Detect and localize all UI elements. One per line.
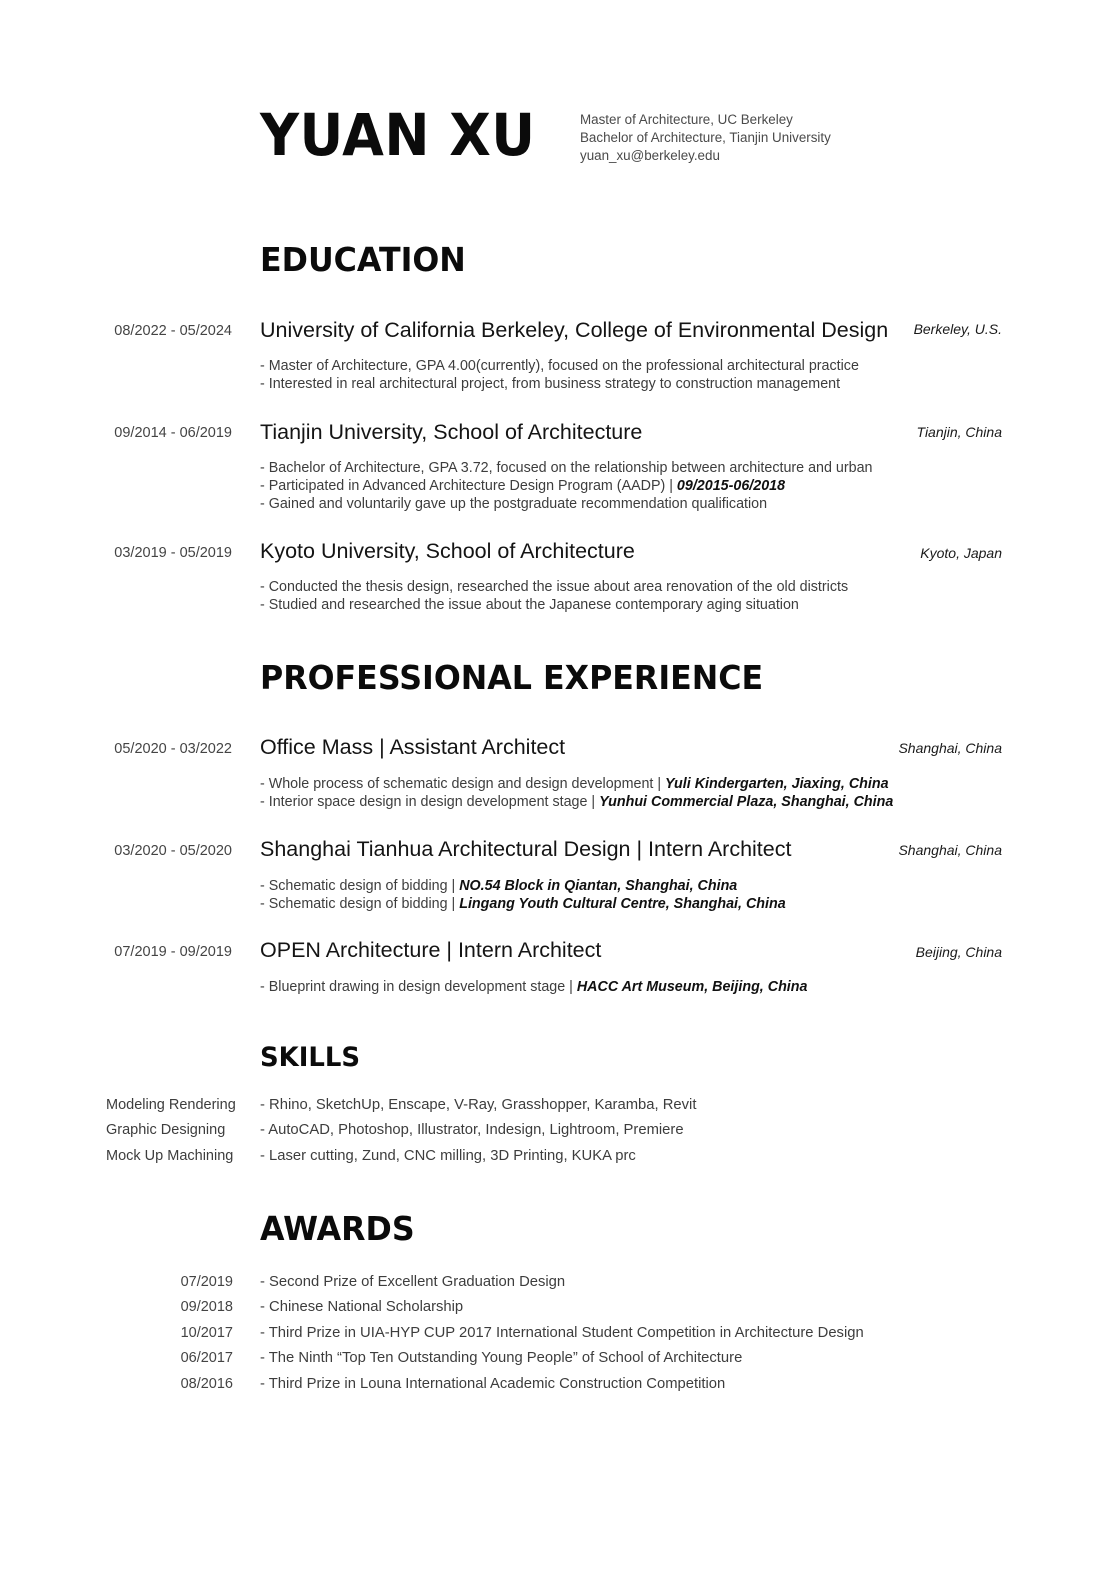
resume-name: YUAN XU <box>260 101 536 169</box>
skill-value: - Rhino, SketchUp, Enscape, V-Ray, Grasshopper, Karamba, Revit <box>260 1097 697 1113</box>
bullet-line: - Bachelor of Architecture, GPA 3.72, focused on the relationship between architecture and urban <box>260 460 873 476</box>
entry-title: Kyoto University, School of Architecture <box>260 539 635 563</box>
entry-bullets <box>260 578 848 614</box>
entry-bullets <box>260 775 893 811</box>
skill-label: Graphic Designing <box>106 1122 226 1138</box>
entry-title: OPEN Architecture | Intern Architect <box>260 938 602 962</box>
bullet-line: - Gained and voluntarily gave up the postgraduate recommendation qualification <box>260 496 768 512</box>
entry-title: Office Mass | Assistant Architect <box>260 735 566 759</box>
bullet-line: - Interior space design in design development stage | Yunhui Commercial Plaza, Shanghai, China <box>260 794 894 810</box>
section-title-experience: PROFESSIONAL EXPERIENCE <box>260 658 764 697</box>
section-title-education: EDUCATION <box>260 240 466 279</box>
entry-location: Berkeley, U.S. <box>913 321 1002 337</box>
entry-bullets <box>260 877 786 913</box>
bullet-line: - Whole process of schematic design and design development | Yuli Kindergarten, Jiaxing, China <box>260 776 889 792</box>
bullet-line: - Participated in Advanced Architecture Design Program (AADP) | 09/2015-06/2018 <box>260 478 786 494</box>
bullet-line: - Master of Architecture, GPA 4.00(currently), focused on the professional architectural practice <box>260 358 859 374</box>
entry-dates: 05/2020 - 03/2022 <box>114 741 232 757</box>
award-date: 09/2018 <box>180 1299 233 1315</box>
contact-degree-bachelor: Bachelor of Architecture, Tianjin University <box>580 130 831 145</box>
entry-bullets <box>260 357 859 393</box>
award-date: 08/2016 <box>180 1376 233 1392</box>
skill-value: - AutoCAD, Photoshop, Illustrator, Indesign, Lightroom, Premiere <box>260 1122 684 1138</box>
award-date: 10/2017 <box>180 1325 233 1341</box>
bullet-line: - Blueprint drawing in design development stage | HACC Art Museum, Beijing, China <box>260 979 808 995</box>
skill-label: Modeling Rendering <box>106 1097 236 1113</box>
award-text: - Third Prize in UIA-HYP CUP 2017 International Student Competition in Architecture Design <box>260 1325 864 1341</box>
entry-dates: 03/2020 - 05/2020 <box>114 843 232 859</box>
skill-label: Mock Up Machining <box>106 1148 234 1164</box>
entry-dates: 09/2014 - 06/2019 <box>114 425 232 441</box>
bullet-line: - Conducted the thesis design, researched the issue about area renovation of the old districts <box>260 579 849 595</box>
entry-dates: 03/2019 - 05/2019 <box>114 545 232 561</box>
award-text: - Chinese National Scholarship <box>260 1299 464 1315</box>
award-date: 07/2019 <box>180 1274 233 1290</box>
entry-location: Beijing, China <box>915 944 1002 960</box>
award-date: 06/2017 <box>180 1350 233 1366</box>
section-title-skills: SKILLS <box>260 1042 361 1073</box>
entry-location: Tianjin, China <box>916 424 1002 440</box>
contact-degree-master: Master of Architecture, UC Berkeley <box>580 112 793 127</box>
entry-location: Shanghai, China <box>898 842 1002 858</box>
contact-email: yuan_xu@berkeley.edu <box>580 148 720 163</box>
entry-dates: 07/2019 - 09/2019 <box>114 944 232 960</box>
entry-location: Kyoto, Japan <box>920 545 1002 561</box>
award-text: - The Ninth “Top Ten Outstanding Young People” of School of Architecture <box>260 1350 743 1366</box>
bullet-line: - Studied and researched the issue about the Japanese contemporary aging situation <box>260 597 799 613</box>
bullet-line: - Interested in real architectural project, from business strategy to construction management <box>260 376 841 392</box>
entry-dates: 08/2022 - 05/2024 <box>114 323 232 339</box>
entry-title: University of California Berkeley, College of Environmental Design <box>260 318 889 342</box>
entry-title: Tianjin University, School of Architecture <box>260 420 643 444</box>
entry-title: Shanghai Tianhua Architectural Design | Intern Architect <box>260 837 792 861</box>
entry-bullets <box>260 459 873 513</box>
skill-value: - Laser cutting, Zund, CNC milling, 3D Printing, KUKA prc <box>260 1148 636 1164</box>
contact-block <box>580 111 831 165</box>
entry-location: Shanghai, China <box>898 740 1002 756</box>
award-text: - Second Prize of Excellent Graduation Design <box>260 1274 566 1290</box>
entry-bullets <box>260 978 807 996</box>
bullet-line: - Schematic design of bidding | NO.54 Block in Qiantan, Shanghai, China <box>260 878 738 894</box>
section-title-awards: AWARDS <box>260 1209 415 1248</box>
bullet-line: - Schematic design of bidding | Lingang Youth Cultural Centre, Shanghai, China <box>260 896 786 912</box>
award-text: - Third Prize in Louna International Academic Construction Competition <box>260 1376 726 1392</box>
